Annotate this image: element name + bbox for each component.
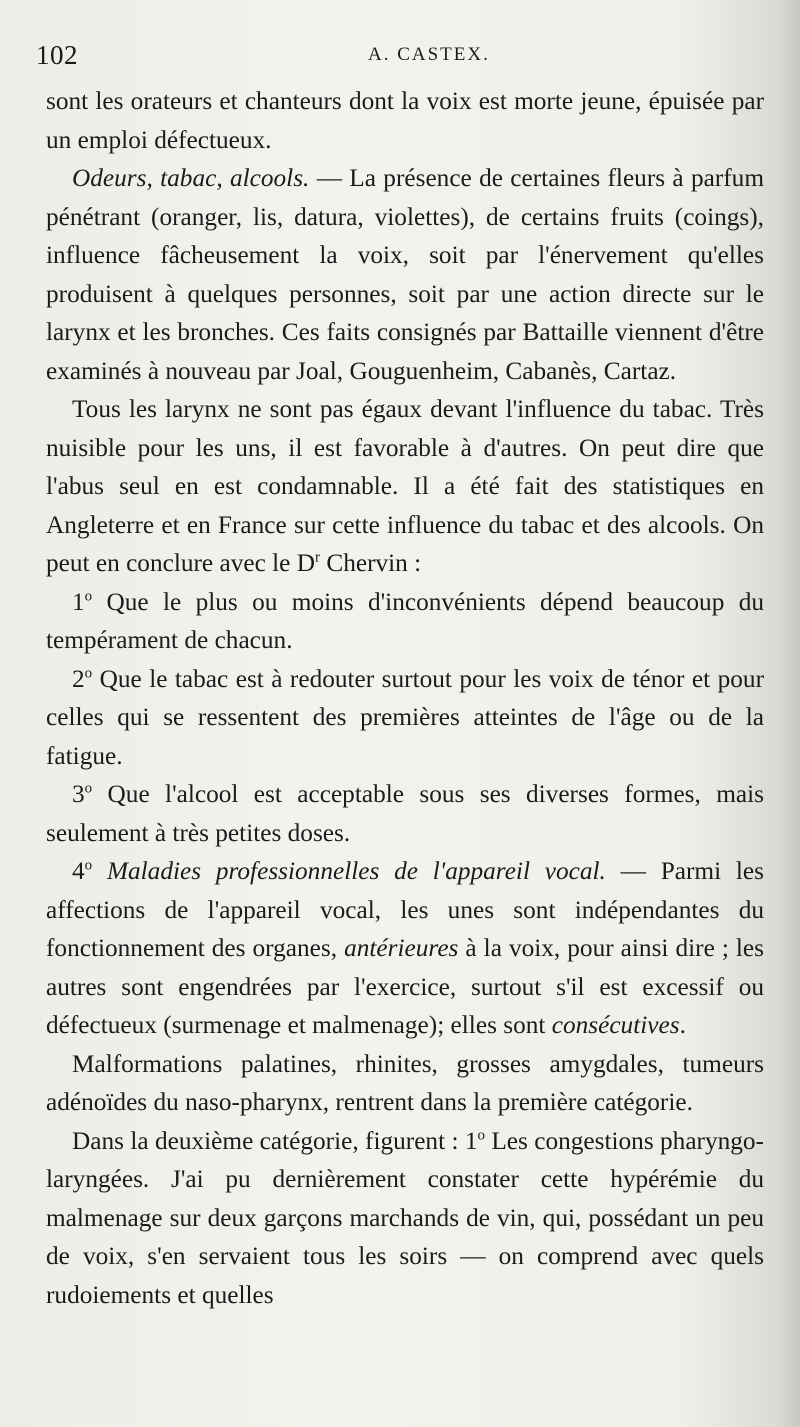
section-title-maladies: Maladies professionnelles de l'appareil vocal. — [106, 857, 606, 885]
page-number: 102 — [36, 40, 78, 70]
list-number: 2 — [72, 664, 85, 693]
list-text: Que le tabac est à redouter surtout pour les voix de ténor et pour celles qui se ressentent des premières atteintes de l'âge ou de la fatigue. — [46, 664, 764, 770]
list-item-2 — [46, 660, 764, 776]
degree-mark: o — [84, 665, 93, 682]
paragraph-text: — La présence de certaines fleurs à parfum pénétrant (oranger, lis, datura, violettes), de certains fruits (coings), influence fâcheusement la voix, soit par l'énervement qu'elles produisent à quelques personnes, soit par une action directe sur le larynx et les bronches. Ces faits consignés par Battaille viennent d'être examinés à nouveau par Joal, Gouguenheim, Cabanès, Cartaz. — [46, 164, 764, 385]
paragraph-text: à la voix, pour ainsi dire ; les autres sont engendrées par l'exercice, surtout s'il est excessif ou défectueux (surmenage et malmenage); elles sont — [46, 934, 764, 1039]
running-head: A. CASTEX. — [368, 44, 490, 65]
list-item-1 — [46, 583, 764, 660]
paragraph-text: Malformations palatines, rhinites, grosses amygdales, tumeurs adénoïdes du naso-pharynx, rentrent dans la première catégorie. — [46, 1049, 764, 1116]
paragraph-text: Dans la deuxième catégorie, figurent : 1 — [72, 1126, 478, 1155]
page-body — [46, 82, 764, 1314]
superscript: r — [315, 549, 320, 566]
paragraph-text: . — [679, 1011, 686, 1039]
paragraph-text: Tous les larynx ne sont pas égaux devant l'influence du tabac. Très nuisible pour les uns, il est favorable à d'autres. On peut dire que l'abus seul en est condamnable. Il a été fait des statistiques en Angleterre et en France sur cette influence du tabac et des alcools. On peut en conclure avec le D — [46, 395, 764, 577]
paragraph-text: sont les orateurs et chanteurs dont la voix est morte jeune, épuisée par un emploi défectueux. — [46, 87, 764, 154]
paragraph-text: — Parmi les affections de l'appareil vocal, les unes sont indépendantes du fonctionnement des organes, — [46, 857, 764, 962]
paragraph-tabac — [46, 390, 764, 583]
paragraph-malformations — [46, 1045, 764, 1122]
degree-mark: o — [84, 780, 93, 797]
page-header — [36, 40, 760, 74]
list-text: Que l'alcool est acceptable sous ses diverses formes, mais seulement à très petites doses. — [46, 780, 764, 847]
list-number: 3 — [72, 780, 85, 808]
paragraph-maladies — [46, 852, 764, 1045]
list-number: 1 — [72, 587, 85, 616]
section-title-odeurs: Odeurs, tabac, alcools. — [72, 164, 310, 192]
emphasis-anterieures: antérieures — [344, 934, 459, 962]
degree-mark: o — [84, 588, 93, 605]
emphasis-consecutives: consécutives — [551, 1011, 680, 1039]
paragraph-odeurs — [46, 159, 764, 390]
paragraph-continuation — [46, 82, 764, 159]
paragraph-text: Les congestions pharyngo-laryngées. J'ai pu dernièrement constater cette hypérémie du malmenage sur deux garçons marchands de vin, qui, possédant un peu de voix, s'en servaient tous les soirs — on comprend avec quels rudoiements et quelles — [46, 1126, 764, 1309]
list-text: Que le plus ou moins d'inconvénients dépend beaucoup du tempérament de chacun. — [46, 587, 764, 654]
degree-mark: o — [477, 1127, 485, 1144]
paragraph-deuxieme — [46, 1122, 764, 1315]
section-number: 4 — [72, 857, 85, 885]
degree-mark: o — [84, 857, 93, 874]
paragraph-text: Chervin : — [320, 549, 422, 577]
list-item-3 — [46, 775, 764, 852]
